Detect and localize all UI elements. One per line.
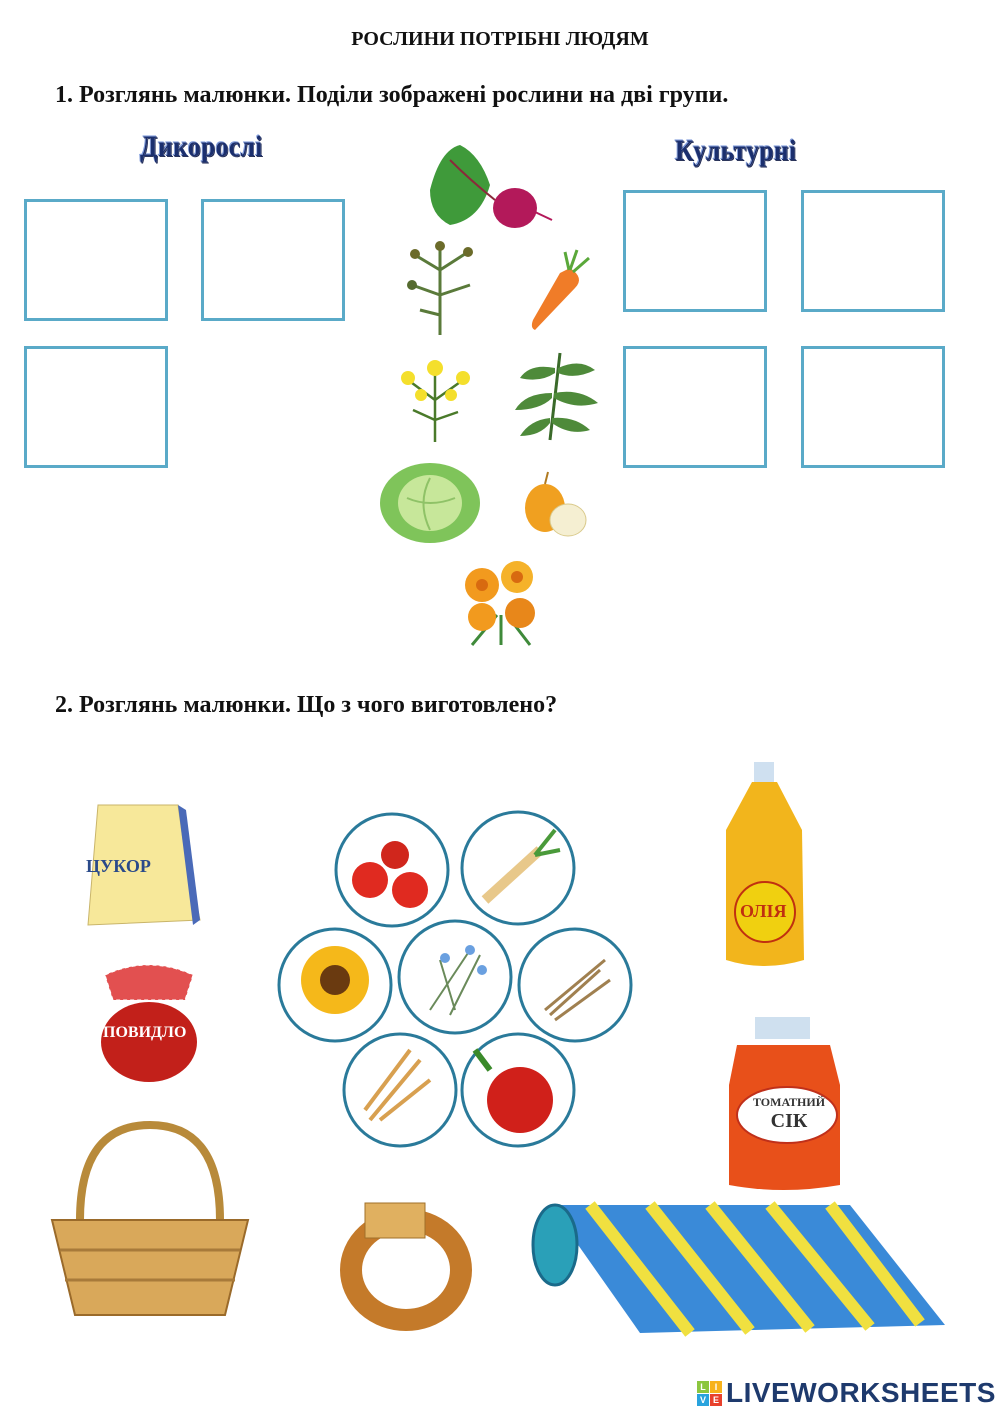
oil-label: ОЛІЯ <box>740 901 787 921</box>
bagel-icon[interactable] <box>345 1195 467 1327</box>
nettle-icon[interactable] <box>510 348 600 442</box>
wild-drop-box-3[interactable] <box>24 346 168 468</box>
wild-drop-box-2[interactable] <box>201 199 345 321</box>
task1-instruction: 1. Розглянь малюнки. Поділи зображені рослини на дві групи. <box>55 82 729 108</box>
wild-drop-box-1[interactable] <box>24 199 168 321</box>
group-wild-heading: Дикорослі <box>140 130 263 163</box>
logo-block-v: V <box>697 1394 709 1406</box>
plant-circles <box>270 810 640 1160</box>
tomato-juice-jar[interactable] <box>725 1015 843 1191</box>
oil-bottle-icon <box>722 760 807 970</box>
carrot-icon[interactable] <box>525 248 593 332</box>
juice-label-line2: СІК <box>770 1110 808 1132</box>
onion-icon[interactable] <box>520 468 590 542</box>
sugar-bag[interactable] <box>78 800 200 930</box>
marigold-icon[interactable] <box>452 555 550 647</box>
jam-jar[interactable] <box>95 960 203 1085</box>
weed-icon[interactable] <box>400 240 482 335</box>
rolled-carpet-icon[interactable] <box>530 1195 948 1337</box>
worksheet-title: РОСЛИНИ ПОТРІБНІ ЛЮДЯМ <box>351 28 649 50</box>
jam-label: ПОВИДЛО <box>103 1024 187 1041</box>
cultivated-drop-box-2[interactable] <box>801 190 945 312</box>
cultivated-drop-box-1[interactable] <box>623 190 767 312</box>
cultivated-drop-box-4[interactable] <box>801 346 945 468</box>
cultivated-drop-box-3[interactable] <box>623 346 767 468</box>
task2-instruction: 2. Розглянь малюнки. Що з чого виготовлено? <box>55 692 558 718</box>
sugar-label: ЦУКОР <box>86 856 151 876</box>
logo-block-e: E <box>710 1394 722 1406</box>
group-cultivated-heading: Культурні <box>675 134 797 167</box>
yellow-flower-icon[interactable] <box>393 350 478 442</box>
jam-jar-icon <box>95 960 203 1085</box>
beet-icon[interactable] <box>420 140 555 232</box>
cabbage-icon[interactable] <box>377 458 483 546</box>
logo-text: LIVEWORKSHEETS <box>726 1377 996 1408</box>
logo-block-l: L <box>697 1381 709 1393</box>
logo-blocks <box>697 1381 722 1406</box>
logo-block-i: I <box>710 1381 722 1393</box>
oil-bottle[interactable] <box>722 760 807 970</box>
juice-label-line1: ТОМАТНИЙ <box>752 1095 826 1109</box>
basket-icon[interactable] <box>50 1120 250 1320</box>
liveworksheets-logo <box>697 1377 996 1409</box>
